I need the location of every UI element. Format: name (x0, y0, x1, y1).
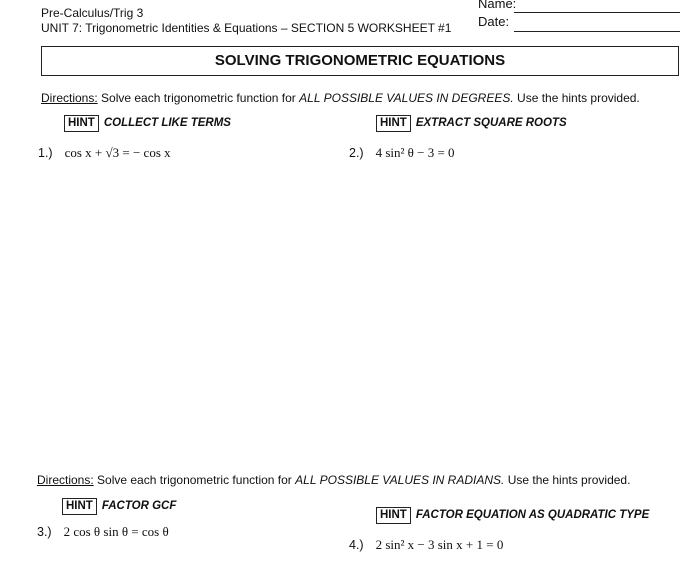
date-label: Date: (478, 14, 510, 29)
hint-extract-square-roots (376, 115, 567, 132)
directions-label: Directions: (37, 473, 94, 487)
name-line[interactable] (514, 12, 680, 13)
hint-tag: HINT (376, 115, 411, 132)
problem-equation: cos x + √3 = − cos x (64, 145, 171, 160)
name-label: Name: (478, 0, 517, 11)
problem-1 (38, 145, 171, 161)
directions-text-end: Use the hints provided. (507, 473, 631, 487)
directions-radians (37, 473, 630, 487)
title-box (41, 46, 679, 76)
problem-number: 1.) (38, 146, 53, 160)
directions-text: Solve each trigonometric function for (97, 473, 292, 487)
problem-number: 2.) (349, 146, 364, 160)
problem-2 (349, 145, 455, 161)
problem-3 (37, 524, 169, 540)
problem-number: 3.) (37, 525, 52, 539)
directions-emphasis: ALL POSSIBLE VALUES IN DEGREES. (299, 91, 514, 105)
directions-emphasis: ALL POSSIBLE VALUES IN RADIANS. (295, 473, 505, 487)
directions-text-end: Use the hints provided. (517, 91, 640, 105)
hint-text: FACTOR EQUATION AS QUADRATIC TYPE (415, 509, 650, 521)
problem-equation: 4 sin² θ − 3 = 0 (375, 145, 455, 160)
worksheet-title: SOLVING TRIGONOMETRIC EQUATIONS (214, 52, 506, 69)
problem-equation: 2 sin² x − 3 sin x + 1 = 0 (375, 537, 504, 552)
hint-factor-gcf (62, 498, 176, 515)
problem-number: 4.) (349, 538, 364, 552)
hint-text: COLLECT LIKE TERMS (103, 117, 231, 129)
problem-4 (349, 537, 503, 553)
hint-tag: HINT (62, 498, 97, 515)
hint-text: FACTOR GCF (101, 500, 177, 512)
hint-text: EXTRACT SQUARE ROOTS (415, 117, 567, 129)
date-line[interactable] (514, 31, 680, 32)
problem-equation: 2 cos θ sin θ = cos θ (63, 524, 169, 539)
hint-factor-quadratic (376, 507, 649, 524)
directions-label: Directions: (41, 91, 98, 105)
hint-tag: HINT (376, 507, 411, 524)
course-name: Pre-Calculus/Trig 3 (41, 6, 144, 20)
hint-tag: HINT (64, 115, 99, 132)
unit-title: UNIT 7: Trigonometric Identities & Equations – SECTION 5 WORKSHEET #1 (41, 21, 452, 35)
directions-text: Solve each trigonometric function for (101, 91, 296, 105)
directions-degrees (41, 91, 640, 105)
hint-collect-like-terms (64, 115, 231, 132)
